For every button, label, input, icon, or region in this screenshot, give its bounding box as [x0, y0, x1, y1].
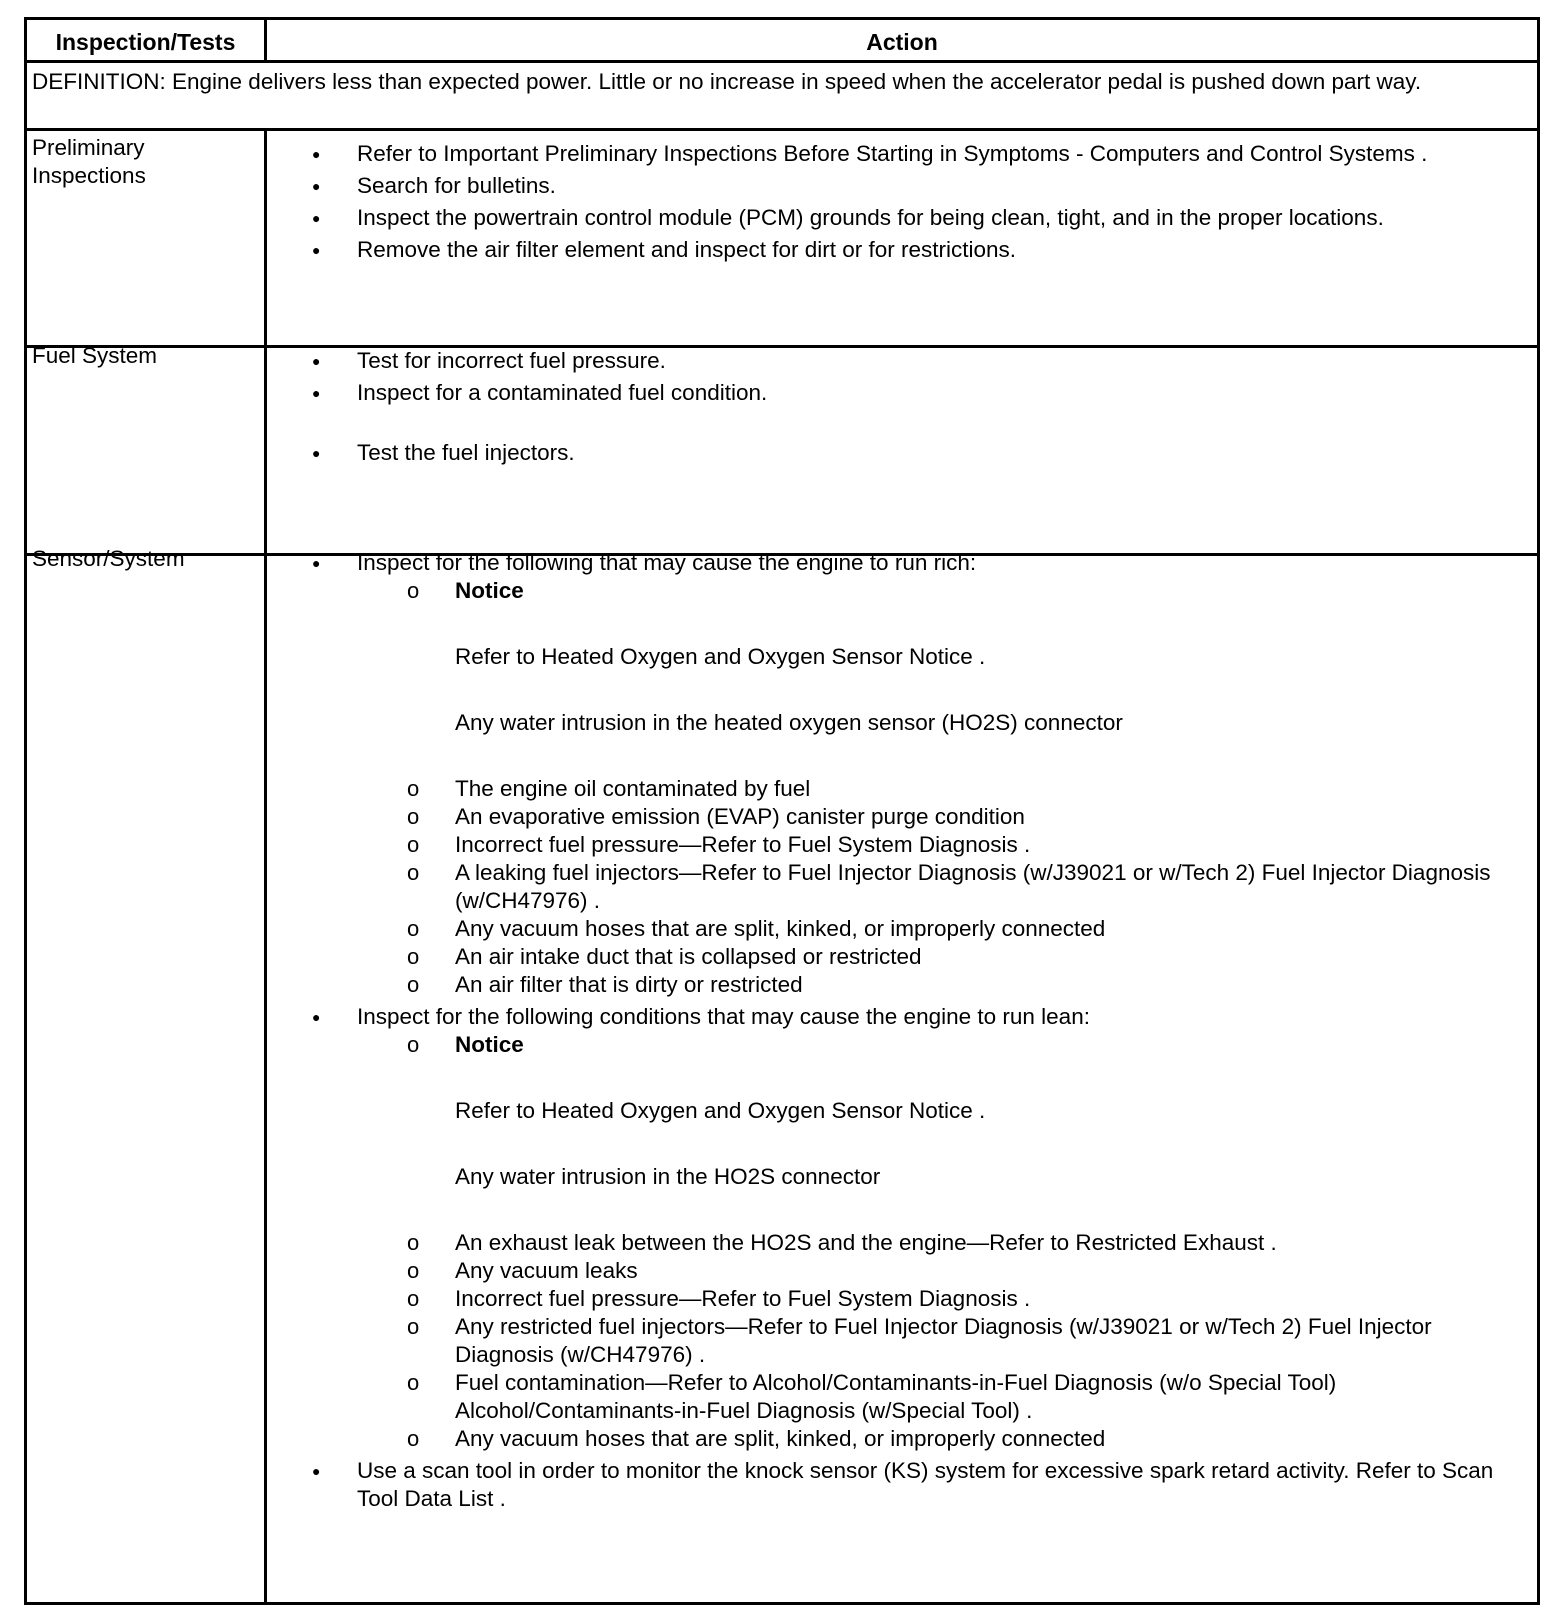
list-item: o Any vacuum hoses that are split, kinked, or improperly connected [455, 1425, 1507, 1453]
label-preliminary-inspections: Preliminary Inspections [32, 135, 146, 188]
definition-text: DEFINITION: Engine delivers less than expected power. Little or no increase in speed when the accelerator pedal is pushed down part way. [32, 69, 1422, 94]
list-item: ● Inspect the powertrain control module (PCM) grounds for being clean, tight, and in the proper locations. [357, 204, 1507, 236]
header-action: Action [866, 29, 938, 55]
notice-item [455, 1031, 1507, 1191]
run-rich-intro: Inspect for the following that may cause the engine to run rich: [357, 550, 977, 575]
run-lean-sublist [357, 1031, 1507, 1453]
list-item-run-rich [357, 549, 1507, 1003]
run-rich-sublist [357, 577, 1507, 999]
list-item: o Fuel contamination—Refer to Alcohol/Contaminants-in-Fuel Diagnosis (w/o Special Tool) Alcohol/Contaminants-in-Fuel Diagnosis (w/Special Tool) . [455, 1369, 1507, 1425]
header-inspection-tests: Inspection/Tests [55, 29, 236, 55]
list-item: o Incorrect fuel pressure—Refer to Fuel System Diagnosis . [455, 1285, 1507, 1313]
row-divider-definition [27, 128, 1537, 131]
list-item: ● Refer to Important Preliminary Inspections Before Starting in Symptoms - Computers and Control Systems . [357, 140, 1507, 172]
list-item: ● Remove the air filter element and inspect for dirt or for restrictions. [357, 236, 1507, 264]
list-item-scan-tool: ● Use a scan tool in order to monitor the knock sensor (KS) system for excessive spark retard activity. Refer to Scan Tool Data List . [357, 1457, 1507, 1513]
fuel-list [357, 347, 1507, 467]
list-item: o An air filter that is dirty or restricted [455, 971, 1507, 999]
row-divider-header [27, 60, 1537, 63]
list-item: ● Test for incorrect fuel pressure. [357, 347, 1507, 379]
list-item: o Any vacuum hoses that are split, kinked, or improperly connected [455, 915, 1507, 943]
notice-reference: Refer to Heated Oxygen and Oxygen Sensor Notice . [455, 644, 986, 669]
sensor-list [357, 549, 1507, 1513]
diagnostic-table [24, 17, 1540, 1605]
list-item-run-lean [357, 1003, 1507, 1457]
list-item: ● Inspect for a contaminated fuel condition. [357, 379, 1507, 439]
list-item: o An exhaust leak between the HO2S and the engine—Refer to Restricted Exhaust . [455, 1229, 1507, 1257]
label-sensor-system: Sensor/System [32, 546, 185, 571]
list-item: ● Test the fuel injectors. [357, 439, 1507, 467]
notice-title: o Notice [455, 1032, 524, 1057]
list-item: o A leaking fuel injectors—Refer to Fuel Injector Diagnosis (w/J39021 or w/Tech 2) Fuel Injector Diagnosis (w/CH47976) . [455, 859, 1507, 915]
label-fuel-system: Fuel System [32, 343, 158, 368]
notice-reference: Refer to Heated Oxygen and Oxygen Sensor Notice . [455, 1098, 986, 1123]
list-item: o Any restricted fuel injectors—Refer to Fuel Injector Diagnosis (w/J39021 or w/Tech 2) Fuel Injector Diagnosis (w/CH47976) . [455, 1313, 1507, 1369]
list-item: o An air intake duct that is collapsed or restricted [455, 943, 1507, 971]
list-item: o The engine oil contaminated by fuel [455, 775, 1507, 803]
list-item: o Incorrect fuel pressure—Refer to Fuel System Diagnosis . [455, 831, 1507, 859]
list-item: o Any vacuum leaks [455, 1257, 1507, 1285]
list-item: o An evaporative emission (EVAP) canister purge condition [455, 803, 1507, 831]
run-lean-intro: Inspect for the following conditions that may cause the engine to run lean: [357, 1004, 1090, 1029]
list-item: ● Search for bulletins. [357, 172, 1507, 204]
notice-text: Any water intrusion in the HO2S connector [455, 1164, 881, 1189]
notice-title: o Notice [455, 578, 524, 603]
notice-item [455, 577, 1507, 737]
column-divider-body [264, 128, 267, 1602]
preliminary-list [357, 140, 1507, 264]
notice-text: Any water intrusion in the heated oxygen sensor (HO2S) connector [455, 710, 1123, 735]
